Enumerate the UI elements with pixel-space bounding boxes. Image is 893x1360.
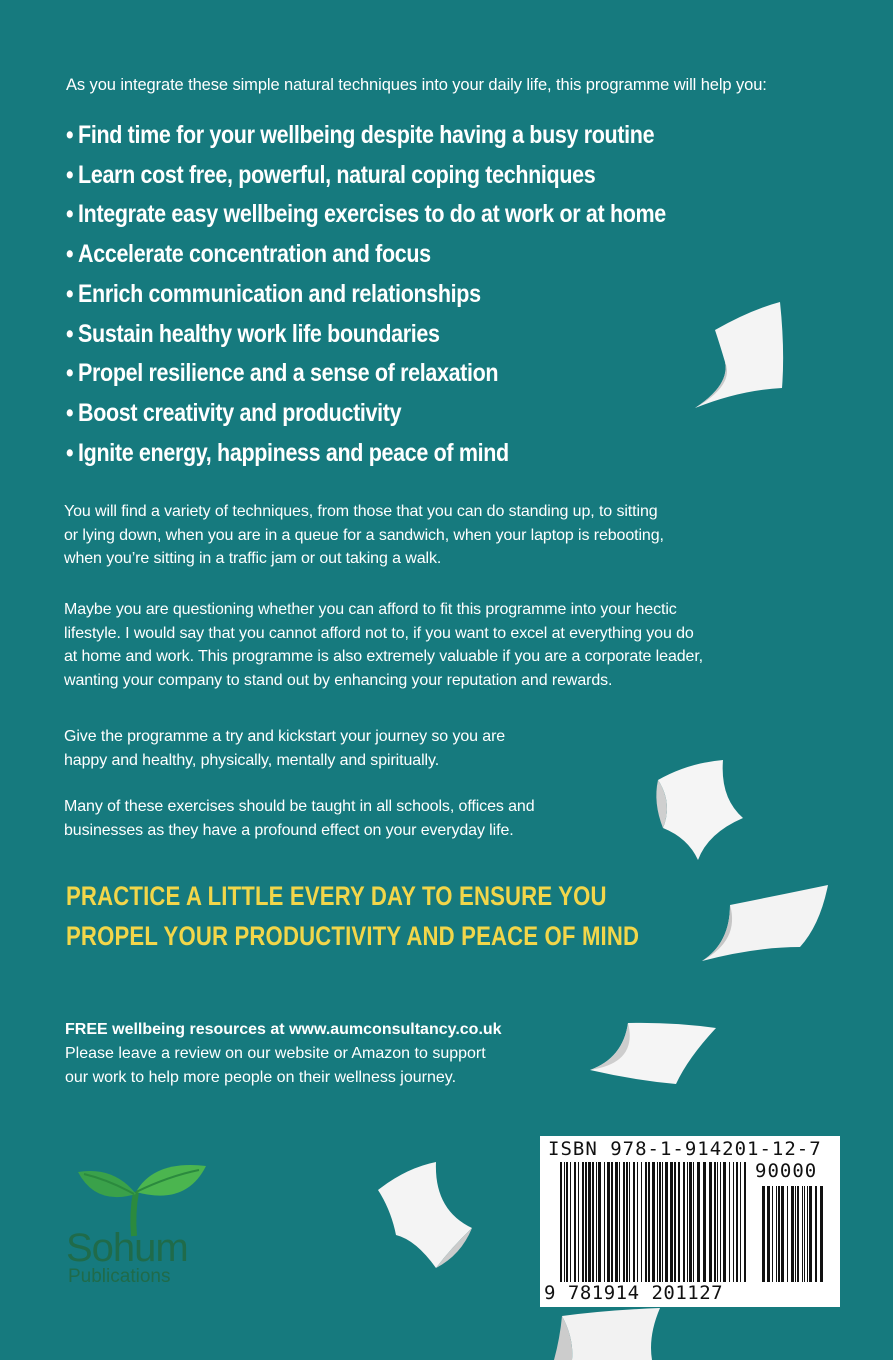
paragraph-afford: Maybe you are questioning whether you can afford to fit this programme into your hectic lifestyle. I would say that you cannot afford not to, if you want to excel at everything you do at home and work. This programme is also extremely valuable if you are a corporate leader, wanting your company to stand out by enhancing your reputation and rewards. xyxy=(64,601,704,689)
bullet-marker: • xyxy=(66,359,74,388)
bullet-marker: • xyxy=(66,438,74,467)
paper-sheet-icon xyxy=(648,758,748,863)
bullet-marker: • xyxy=(66,160,74,189)
paper-sheet-icon xyxy=(552,1308,662,1360)
publisher-subtitle: Publications xyxy=(68,1266,171,1287)
paragraph-try: Give the programme a try and kickstart your journey so you are happy and healthy, physically, mentally and spiritually. xyxy=(64,728,506,769)
list-item: • Integrate easy wellbeing exercises to do at work or at home xyxy=(66,195,666,235)
list-item: • Sustain healthy work life boundaries xyxy=(66,315,666,355)
call-to-action: PRACTICE A LITTLE EVERY DAY TO ENSURE YOU PROPEL YOUR PRODUCTIVITY AND PEACE OF MIND xyxy=(66,881,640,951)
bullet-marker: • xyxy=(66,279,74,308)
price-addon-text: 90000 xyxy=(755,1160,818,1182)
bullet-marker: • xyxy=(66,200,74,229)
list-item: • Learn cost free, powerful, natural coping techniques xyxy=(66,156,666,196)
intro-text: As you integrate these simple natural techniques into your daily life, this programme will help you: xyxy=(66,76,767,94)
list-item: • Enrich communication and relationships xyxy=(66,275,666,315)
paragraph-techniques: You will find a variety of techniques, from those that you can do standing up, to sitting or lying down, when you are in a queue for a sandwich, when your laptop is rebooting, when you’re sitting in a traffic jam or out taking a walk. xyxy=(64,503,664,567)
paper-sheet-icon xyxy=(588,1018,718,1088)
isbn-barcode xyxy=(540,1136,840,1307)
list-item: • Ignite energy, happiness and peace of mind xyxy=(66,434,666,474)
bullet-marker: • xyxy=(66,398,74,427)
list-item: • Accelerate concentration and focus xyxy=(66,235,666,275)
paragraph-schools: Many of these exercises should be taught in all schools, offices and businesses as they have a profound effect on your everyday life. xyxy=(64,798,535,839)
bullet-marker: • xyxy=(66,319,74,348)
resources-headline: FREE wellbeing resources at www.aumconsultancy.co.uk xyxy=(65,1021,502,1038)
bullet-marker: • xyxy=(66,240,74,269)
paper-sheet-icon xyxy=(690,300,790,410)
list-item: • Propel resilience and a sense of relaxation xyxy=(66,354,666,394)
list-item: • Boost creativity and productivity xyxy=(66,394,666,434)
paper-sheet-icon xyxy=(700,885,832,965)
resources-block: FREE wellbeing resources at www.aumconsultancy.co.uk Please leave a review on our website or Amazon to support our work to help more people on their wellness journey. xyxy=(65,1018,585,1090)
isbn-text: ISBN 978-1-914201-12-7 xyxy=(548,1138,822,1160)
addon-barcode-bars xyxy=(762,1186,832,1286)
publisher-logo xyxy=(64,1158,214,1293)
paper-sheet-icon xyxy=(376,1160,474,1270)
bullet-marker: • xyxy=(66,121,74,149)
list-item: • Find time for your wellbeing despite having a busy routine xyxy=(66,116,666,156)
publisher-name: Sohum xyxy=(66,1226,188,1270)
benefits-list xyxy=(66,116,764,473)
barcode-bars xyxy=(560,1162,750,1288)
ean-digits: 9 781914 201127 xyxy=(544,1282,724,1304)
